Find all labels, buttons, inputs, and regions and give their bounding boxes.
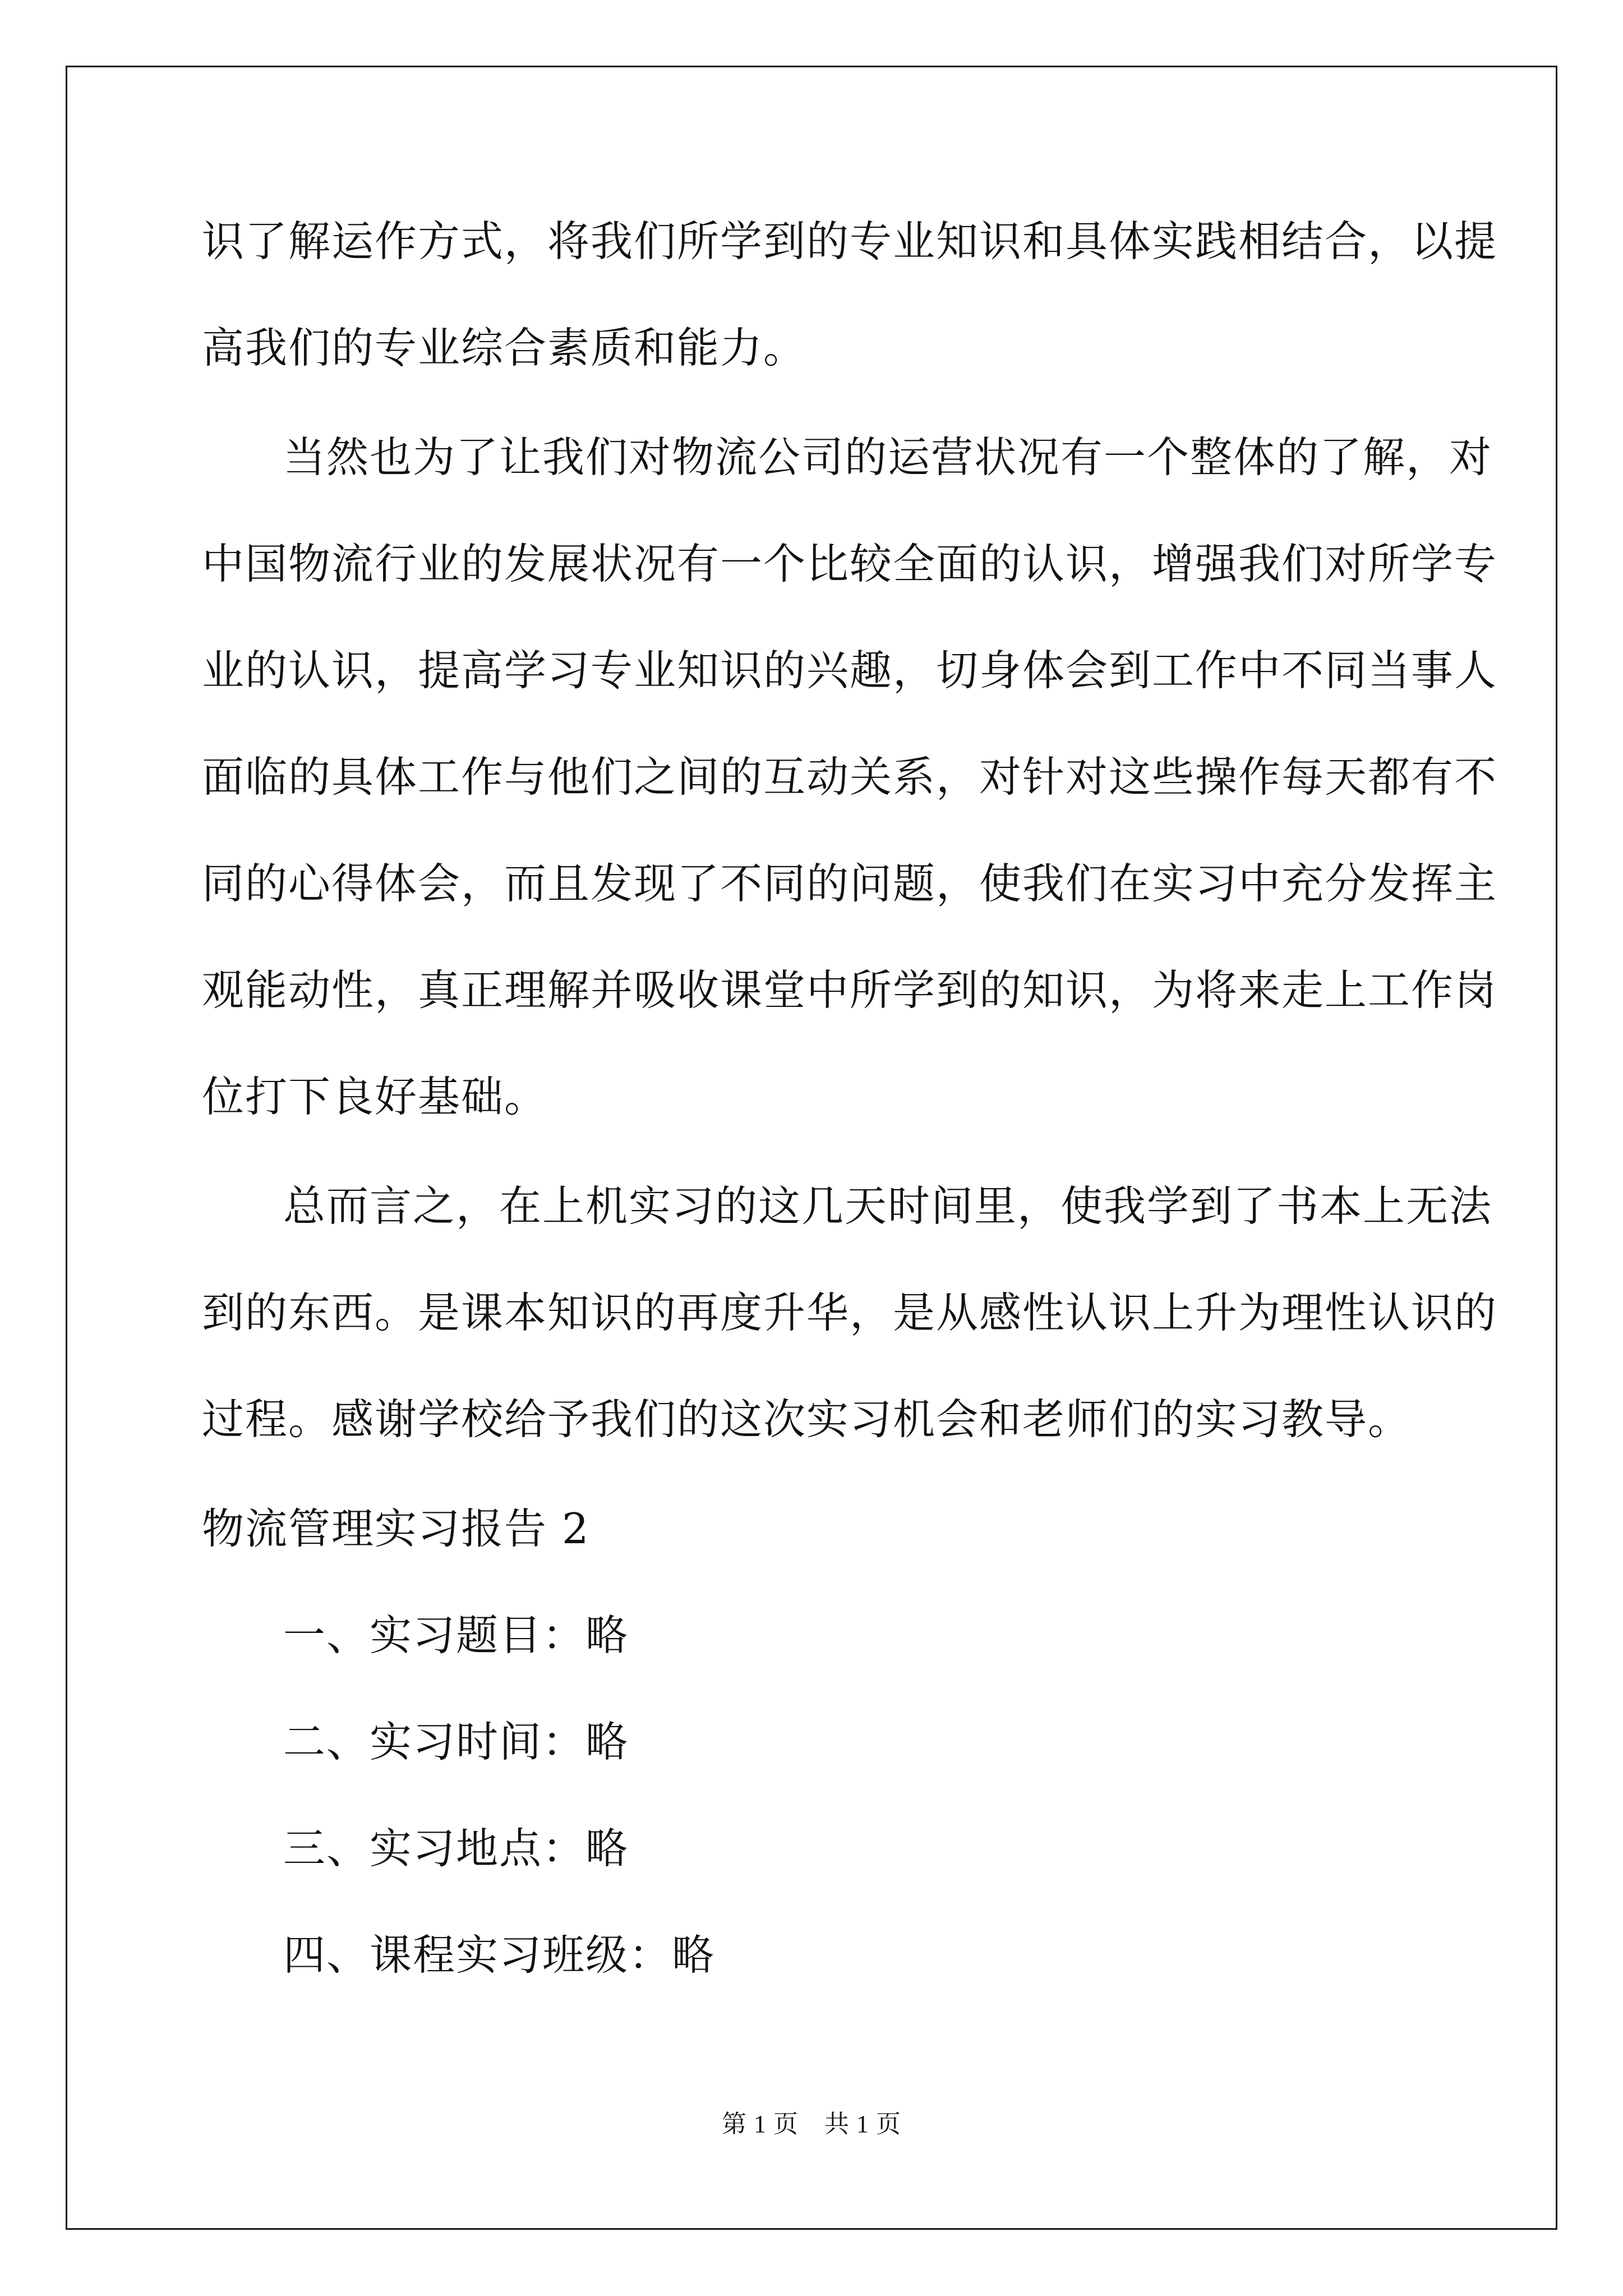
paragraph-line: 观能动性，真正理解并吸收课堂中所学到的知识，为将来走上工作岗: [202, 965, 1498, 1015]
paragraph-line: 面临的具体工作与他们之间的互动关系，对针对这些操作每天都有不: [202, 752, 1498, 802]
section-heading: 物流管理实习报告 2: [202, 1504, 590, 1553]
paragraph-line: 同的心得体会，而且发现了不同的问题，使我们在实习中充分发挥主: [202, 859, 1498, 908]
page-footer: [0, 2105, 1623, 2144]
page-border: [66, 66, 1557, 2230]
list-item: 二、实习时间：略: [283, 1717, 629, 1766]
list-item: 四、课程实习班级：略: [283, 1930, 716, 1980]
page-number: 第 1 页: [722, 2110, 799, 2138]
list-item: 三、实习地点：略: [283, 1824, 629, 1873]
paragraph-line: 位打下良好基础。: [202, 1072, 548, 1121]
paragraph-line: 业的认识，提高学习专业知识的兴趣，切身体会到工作中不同当事人: [202, 646, 1498, 695]
paragraph-line: 过程。感谢学校给予我们的这次实习机会和老师们的实习教导。: [202, 1395, 1412, 1444]
paragraph-line: 当然也为了让我们对物流公司的运营状况有一个整体的了解，对: [283, 432, 1493, 482]
paragraph-line: 高我们的专业综合素质和能力。: [202, 323, 807, 372]
list-item: 一、实习题目：略: [283, 1611, 629, 1660]
paragraph-line: 识了解运作方式，将我们所学到的专业知识和具体实践相结合，以提: [202, 217, 1498, 266]
paragraph-line: 到的东西。是课本知识的再度升华，是从感性认识上升为理性认识的: [202, 1288, 1498, 1337]
page-total: 共 1 页: [824, 2110, 901, 2138]
paragraph-line: 中国物流行业的发展状况有一个比较全面的认识，增强我们对所学专: [202, 539, 1498, 588]
paragraph-line: 总而言之，在上机实习的这几天时间里，使我学到了书本上无法: [283, 1181, 1493, 1231]
